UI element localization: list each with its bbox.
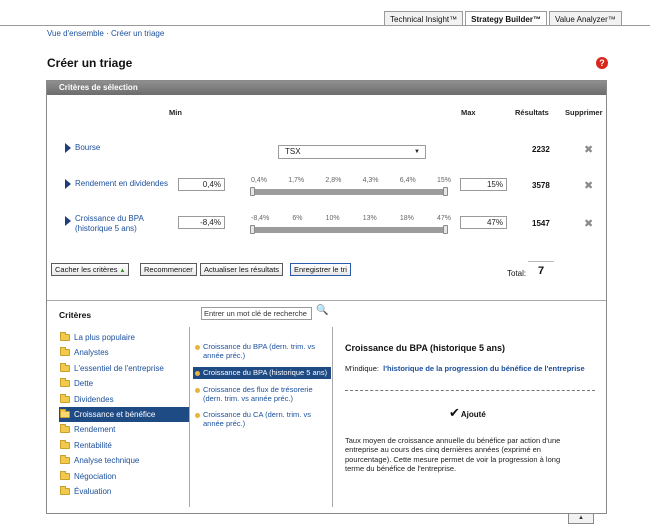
column-delete: Supprimer bbox=[565, 108, 603, 117]
breadcrumb bbox=[47, 29, 164, 38]
search-icon[interactable]: 🔍 bbox=[316, 305, 329, 316]
result-eps-growth: 1547 bbox=[532, 219, 550, 228]
total-label: Total: bbox=[507, 269, 527, 278]
eps-growth-max-handle[interactable] bbox=[443, 225, 448, 234]
category-label: Dette bbox=[74, 379, 94, 389]
dividend-yield-slider-track[interactable] bbox=[252, 189, 448, 195]
eps-growth-min-handle[interactable] bbox=[250, 225, 255, 234]
restart-button[interactable]: Recommencer bbox=[140, 263, 197, 276]
refresh-results-button[interactable]: Actualiser les résultats bbox=[200, 263, 283, 276]
category-item[interactable] bbox=[59, 345, 189, 360]
category-label: Rendement bbox=[74, 425, 116, 435]
category-label: Rentabilité bbox=[74, 440, 112, 450]
tick-label: 4,3% bbox=[362, 177, 379, 184]
eps-growth-slider-track[interactable] bbox=[252, 227, 448, 233]
category-label: Dividendes bbox=[74, 394, 114, 404]
section-divider bbox=[47, 300, 606, 301]
added-status bbox=[449, 405, 486, 421]
folder-icon bbox=[60, 442, 70, 449]
breadcrumb-current[interactable]: Créer un triage bbox=[110, 29, 165, 38]
tick-label: 18% bbox=[399, 215, 414, 222]
folder-icon bbox=[60, 380, 70, 387]
criterion-label-bourse[interactable]: Bourse bbox=[75, 143, 101, 152]
bullet-icon bbox=[195, 413, 200, 418]
dashed-divider bbox=[345, 390, 595, 391]
exchange-select[interactable] bbox=[278, 145, 426, 159]
eps-growth-max-input[interactable]: 47% bbox=[460, 216, 507, 229]
category-item[interactable] bbox=[59, 392, 189, 407]
hide-criteria-button[interactable] bbox=[51, 263, 129, 276]
breadcrumb-separator: · bbox=[103, 29, 111, 38]
sub-criterion-label: Croissance des flux de trésorerie (dern. trim. vs année préc.) bbox=[203, 385, 313, 403]
folder-icon bbox=[60, 473, 70, 480]
tick-label: 6% bbox=[292, 215, 303, 222]
folder-icon bbox=[60, 426, 70, 433]
tick-label: 13% bbox=[362, 215, 377, 222]
criteria-section-title: Critères bbox=[59, 310, 92, 320]
expand-dividend-yield-icon[interactable] bbox=[65, 179, 71, 189]
delete-eps-growth-icon[interactable]: ✖ bbox=[584, 218, 594, 230]
column-results: Résultats bbox=[515, 108, 549, 117]
column-separator bbox=[189, 327, 190, 507]
detail-title: Croissance du BPA (historique 5 ans) bbox=[345, 343, 506, 353]
tick-label: 47% bbox=[436, 215, 451, 222]
checkmark-icon: ✔ bbox=[449, 405, 460, 420]
sub-criterion-item[interactable] bbox=[193, 384, 331, 405]
category-label: La plus populaire bbox=[74, 333, 135, 342]
total-rule bbox=[528, 261, 554, 262]
tick-label: -8,4% bbox=[251, 215, 270, 222]
sub-criteria-list bbox=[193, 341, 331, 430]
category-label: Croissance et bénéfice bbox=[74, 409, 156, 419]
hide-criteria-label: Cacher les critères bbox=[55, 265, 118, 274]
breadcrumb-overview-link[interactable]: Vue d'ensemble bbox=[47, 29, 104, 38]
expand-eps-growth-icon[interactable] bbox=[65, 216, 71, 226]
folder-icon bbox=[60, 349, 70, 356]
exchange-select-value: TSX bbox=[285, 147, 301, 156]
bullet-icon bbox=[195, 388, 200, 393]
sub-criterion-label: Croissance du BPA (dern. trim. vs année préc.) bbox=[203, 342, 315, 360]
category-item[interactable] bbox=[59, 361, 189, 376]
folder-icon bbox=[60, 457, 70, 464]
delete-bourse-icon[interactable]: ✖ bbox=[584, 144, 594, 156]
triangle-up-icon: ▲ bbox=[119, 268, 126, 274]
column-separator bbox=[332, 327, 333, 507]
scroll-up-button[interactable] bbox=[568, 514, 594, 524]
category-item[interactable] bbox=[59, 453, 189, 468]
category-item-selected[interactable] bbox=[59, 407, 189, 422]
tick-label: 6,4% bbox=[399, 177, 416, 184]
indicates-link[interactable]: l'historique de la progression du bénéfice de l'entreprise bbox=[383, 364, 585, 373]
sub-criterion-item[interactable] bbox=[193, 341, 331, 362]
sub-criterion-item-selected[interactable] bbox=[193, 367, 331, 379]
category-item[interactable] bbox=[59, 438, 189, 453]
column-max: Max bbox=[461, 108, 476, 117]
category-label: Analystes bbox=[74, 348, 109, 358]
folder-icon bbox=[60, 488, 70, 495]
tick-label: 10% bbox=[325, 215, 340, 222]
tabs-rule bbox=[0, 25, 650, 26]
panel-header: Critères de sélection bbox=[47, 81, 606, 95]
column-min: Min bbox=[169, 108, 182, 117]
help-icon[interactable]: ? bbox=[596, 57, 608, 69]
folder-icon bbox=[60, 334, 70, 341]
tick-label: 15% bbox=[436, 177, 451, 184]
category-item[interactable] bbox=[59, 469, 189, 484]
tab-value-analyzer[interactable]: Value Analyzer™ bbox=[549, 11, 622, 26]
dividend-yield-min-input[interactable]: 0,4% bbox=[178, 178, 225, 191]
eps-growth-ticks bbox=[251, 215, 451, 222]
tab-strategy-builder[interactable]: Strategy Builder™ bbox=[465, 11, 547, 26]
bullet-icon bbox=[195, 371, 200, 376]
criterion-label-dividend-yield[interactable]: Rendement en dividendes bbox=[75, 179, 168, 188]
indicates-label: M'indique: bbox=[345, 364, 379, 373]
category-list bbox=[59, 330, 189, 499]
total-value: 7 bbox=[538, 265, 545, 277]
detail-indicates bbox=[345, 364, 595, 374]
result-dividend-yield: 3578 bbox=[532, 181, 550, 190]
sub-criterion-label: Croissance du CA (dern. trim. vs année préc.) bbox=[203, 410, 311, 428]
tick-label: 2,8% bbox=[325, 177, 342, 184]
dividend-yield-ticks bbox=[251, 177, 451, 184]
category-label: L'essentiel de l'entreprise bbox=[74, 363, 164, 373]
category-label: Analyse technique bbox=[74, 456, 140, 466]
triangle-up-icon: ▲ bbox=[578, 515, 584, 521]
added-label: Ajouté bbox=[460, 410, 486, 419]
dividend-yield-max-handle[interactable] bbox=[443, 187, 448, 196]
tab-technical-insight[interactable]: Technical Insight™ bbox=[384, 11, 463, 26]
page-title: Créer un triage bbox=[47, 56, 133, 70]
dividend-yield-max-input[interactable]: 15% bbox=[460, 178, 507, 191]
result-bourse: 2232 bbox=[532, 145, 550, 154]
folder-icon bbox=[60, 396, 70, 403]
sub-criterion-label: Croissance du BPA (historique 5 ans) bbox=[203, 368, 328, 377]
category-label: Négociation bbox=[74, 471, 117, 481]
screener-panel bbox=[46, 80, 607, 514]
category-item[interactable] bbox=[59, 330, 189, 345]
category-item[interactable] bbox=[59, 484, 189, 499]
eps-growth-min-input[interactable]: -8,4% bbox=[178, 216, 225, 229]
tick-label: 0,4% bbox=[251, 177, 267, 184]
criteria-search-input[interactable]: Entrer un mot clé de recherche bbox=[201, 307, 312, 320]
dividend-yield-min-handle[interactable] bbox=[250, 187, 255, 196]
chevron-down-icon: ▼ bbox=[414, 149, 420, 155]
expand-bourse-icon[interactable] bbox=[65, 143, 71, 153]
sub-criterion-item[interactable] bbox=[193, 409, 331, 430]
category-item[interactable] bbox=[59, 422, 189, 437]
delete-dividend-yield-icon[interactable]: ✖ bbox=[584, 180, 594, 192]
category-label: Évaluation bbox=[74, 486, 112, 496]
bullet-icon bbox=[195, 345, 200, 350]
product-tabs bbox=[384, 11, 624, 26]
folder-icon bbox=[60, 365, 70, 372]
category-item[interactable] bbox=[59, 376, 189, 391]
tick-label: 1,7% bbox=[288, 177, 305, 184]
save-screen-button[interactable]: Enregistrer le tri bbox=[290, 263, 351, 276]
criterion-label-eps-growth[interactable]: Croissance du BPA (historique 5 ans) bbox=[75, 214, 144, 233]
detail-description: Taux moyen de croissance annuelle du bénéfice par action d'une entreprise au cours des cinq dernières années (exprimé en pourcentage). Cette mesure permet de voir la progression à long terme du bénéfice de l'entreprise. bbox=[345, 436, 561, 473]
folder-icon bbox=[60, 411, 70, 418]
